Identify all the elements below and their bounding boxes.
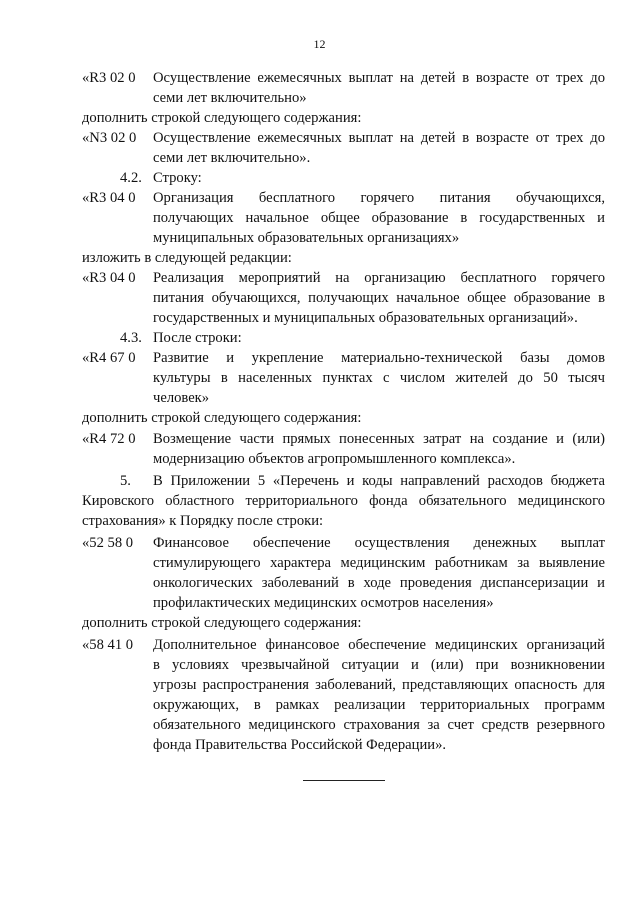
clause-text: После строки: — [153, 330, 242, 346]
entry-text-line: Осуществление ежемесячных выплат на детей в возрасте от трех до — [153, 130, 605, 146]
entry-text-line: в условиях чрезвычайной ситуации и (или) при возникновении — [153, 657, 605, 673]
instruction-text: изложить в следующей редакции: — [82, 250, 292, 266]
entry-text-line: угрозы распространения заболеваний, представляющих опасность для — [153, 677, 605, 693]
entry-text-line: Финансовое обеспечение осуществления денежных выплат — [153, 535, 605, 551]
entry-text-line: стимулирующего характера медицинским работникам за выявление — [153, 555, 605, 571]
paragraph-text-line: В Приложении 5 «Перечень и коды направлений расходов бюджета — [153, 473, 605, 489]
entry-text-line: Развитие и укрепление материально-технической базы домов — [153, 350, 605, 366]
instruction-text: дополнить строкой следующего содержания: — [82, 410, 362, 426]
entry-text-line: Осуществление ежемесячных выплат на детей в возрасте от трех до — [153, 70, 605, 86]
entry-text-line: культуры в населенных пунктах с числом жителей до 50 тысяч — [153, 370, 605, 386]
clause-text: Строку: — [153, 170, 202, 186]
budget-code: «N3 02 0 — [82, 130, 137, 146]
budget-code: «58 41 0 — [82, 637, 134, 653]
clause-number: 4.3. — [120, 330, 142, 346]
paragraph-text-line: страхования» к Порядку после строки: — [82, 513, 324, 529]
instruction-text: дополнить строкой следующего содержания: — [82, 615, 362, 631]
end-of-text-rule — [303, 780, 385, 781]
budget-code: «R3 04 0 — [82, 190, 136, 206]
entry-text-line: питания обучающихся, получающих начальное общее образование в — [153, 290, 605, 306]
budget-code: «R4 72 0 — [82, 431, 136, 447]
clause-number: 4.2. — [120, 170, 142, 186]
entry-text-line: государственных и муниципальных образовательных организаций». — [153, 310, 578, 326]
entry-text-line: муниципальных образовательных организациях» — [153, 230, 460, 246]
entry-text-line: Возмещение части прямых понесенных затрат на создание и (или) — [153, 431, 605, 447]
entry-text-line: семи лет включительно» — [153, 90, 307, 106]
entry-text-line: профилактических медицинских осмотров населения» — [153, 595, 494, 611]
budget-code: «R3 02 0 — [82, 70, 136, 86]
instruction-text: дополнить строкой следующего содержания: — [82, 110, 362, 126]
entry-text-line: окружающих, в рамках реализации территориальных программ — [153, 697, 605, 713]
clause-number: 5. — [120, 473, 131, 489]
entry-text-line: человек» — [153, 390, 210, 406]
budget-code: «52 58 0 — [82, 535, 134, 551]
entry-text-line: получающих начальное общее образование в государственных и — [153, 210, 605, 226]
budget-code: «R4 67 0 — [82, 350, 136, 366]
budget-code: «R3 04 0 — [82, 270, 136, 286]
entry-text-line: Дополнительное финансовое обеспечение медицинских организаций — [153, 637, 605, 653]
entry-text-line: семи лет включительно». — [153, 150, 311, 166]
entry-text-line: обязательного медицинского страхования за счет средств резервного — [153, 717, 605, 733]
entry-text-line: Организация бесплатного горячего питания обучающихся, — [153, 190, 605, 206]
entry-text-line: онкологических заболеваний в ходе проведения диспансеризации и — [153, 575, 605, 591]
entry-text-line: Реализация мероприятий на организацию бесплатного горячего — [153, 270, 605, 286]
page-number: 12 — [313, 37, 326, 51]
entry-text-line: фонда Правительства Российской Федерации». — [153, 737, 447, 753]
entry-text-line: модернизацию объектов агропромышленного комплекса». — [153, 451, 516, 467]
paragraph-text-line: Кировского областного территориального фонда обязательного медицинского — [82, 493, 605, 509]
